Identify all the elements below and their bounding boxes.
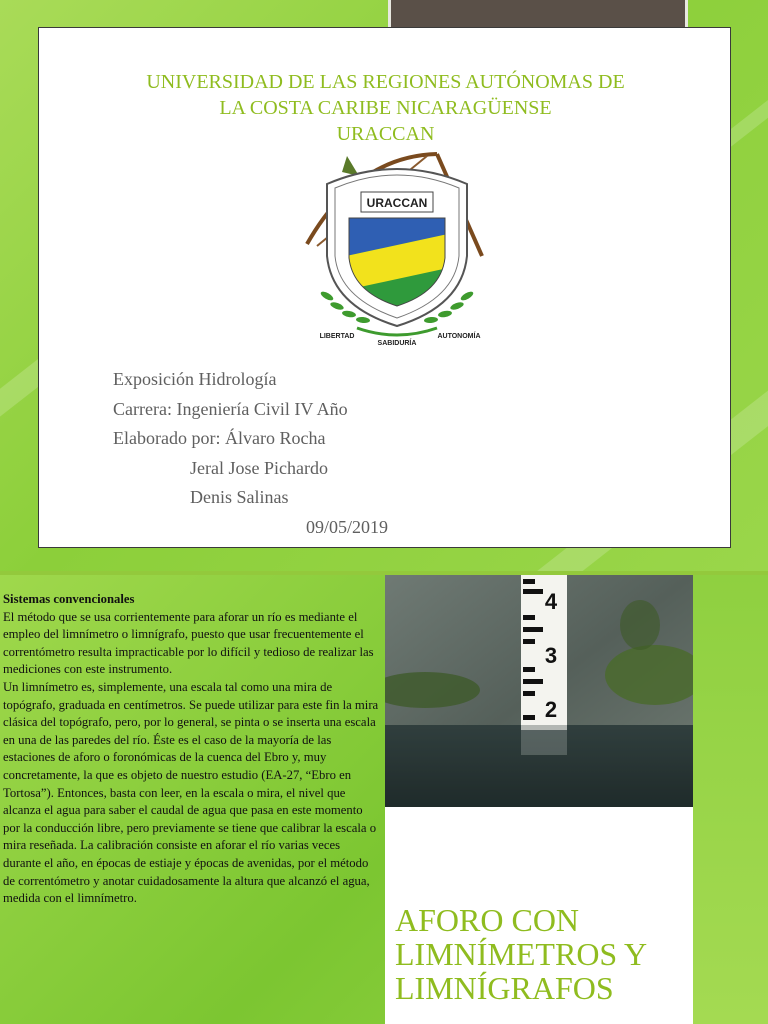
logo-motto-sabiduria: SABIDURÍA — [377, 340, 417, 346]
paragraph-1: El método que se usa corrientemente para aforar un río es mediante el empleo del limnímetro o limnígrafo, puesto que usar frecuentemente el correntómetro resulta impracticable por lo difícil y tedioso de realizar las mediciones con este instrumento. — [3, 609, 374, 677]
slide-title-line-3: LIMNÍGRAFOS — [395, 970, 614, 1006]
author-2: Jeral Jose Pichardo — [190, 457, 328, 478]
author-line: Elaborado por: Álvaro Rocha — [113, 428, 326, 448]
slide-title-panel — [385, 807, 693, 1024]
logo-motto-autonomia: AUTONOMÍA — [437, 333, 481, 340]
university-title-line-1: UNIVERSIDAD DE LAS REGIONES AUTÓNOMAS DE — [146, 71, 625, 93]
slide-title — [395, 903, 647, 1005]
gauge-number-3: 3 — [544, 643, 558, 668]
water-gauge-photo — [385, 575, 693, 807]
subject-line: Exposición Hidrología — [113, 369, 277, 389]
uraccan-logo — [297, 146, 497, 346]
gauge-number-4: 4 — [544, 589, 558, 614]
university-title-line-2: LA COSTA CARIBE NICARAGÜENSE — [219, 97, 552, 119]
slide-title-line-2: LIMNÍMETROS Y — [395, 936, 648, 972]
decorative-right-edge — [693, 575, 768, 1024]
presentation-info — [113, 365, 388, 542]
body-text — [3, 591, 379, 1024]
slide-title-line-1: AFORO CON — [395, 902, 580, 938]
career-line: Carrera: Ingeniería Civil IV Año — [113, 398, 348, 419]
content-slide — [0, 575, 768, 1024]
university-title — [39, 69, 732, 147]
logo-name: URACCAN — [366, 196, 428, 210]
section-heading: Sistemas convencionales — [3, 592, 135, 606]
title-panel — [38, 27, 731, 548]
paragraph-2: Un limnímetro es, simplemente, una escala tal como una mira de topógrafo, graduada en centímetros. Se puede utilizar para este fin la mira clásica del topógrafo, pero, por lo general, se pinta o se inserta una escala en una de las paredes del río. Éste es el caso de la mayoría de las estaciones de aforo o foronómicas de la cuenca del Ebro y, muy concretamente, la que es objeto de nuestro estudio (EA-27, “Ebro en Tortosa”). Entonces, basta con leer, en la escala o mira, el nivel que alcanza el agua para saber el caudal de agua que pasa en este momento por la conducción libre, pero previamente se tiene que calibrar la escala o mira reseñada. La calibración consiste en aforar el río varias veces durante el año, en épocas de estiaje y épocas de avenidas, por el método de correntómetro y anotar cuidadosamente la altura que alcanzó el agua, medida con el limnímetro. — [3, 679, 379, 906]
university-title-line-3: URACCAN — [336, 123, 435, 145]
date-line: 09/05/2019 — [306, 516, 389, 537]
logo-motto-libertad: LIBERTAD — [319, 333, 355, 340]
gauge-number-2: 2 — [544, 697, 558, 722]
author-3: Denis Salinas — [190, 487, 289, 507]
